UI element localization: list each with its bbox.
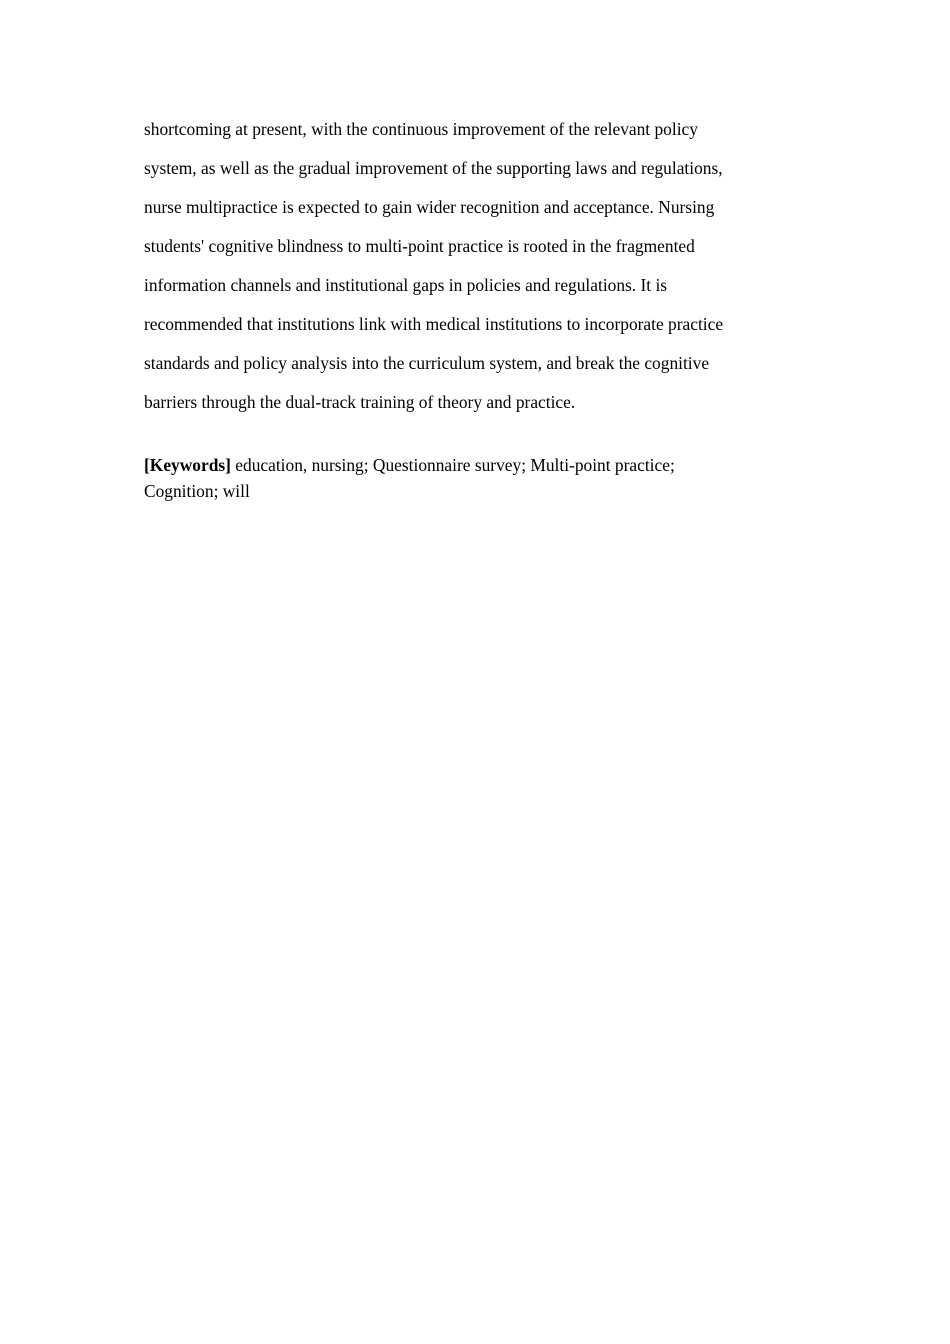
abstract-line: students' cognitive blindness to multi-point practice is rooted in the fragmented — [144, 236, 695, 256]
keywords-list: education, nursing; Questionnaire survey; Multi-point practice; — [230, 455, 675, 475]
abstract-line: recommended that institutions link with medical institutions to incorporate practice — [144, 314, 724, 334]
keywords-line-1 — [144, 452, 794, 478]
abstract-line: system, as well as the gradual improvement of the supporting laws and regulations, — [144, 158, 723, 178]
abstract-line: standards and policy analysis into the curriculum system, and break the cognitive — [144, 353, 710, 373]
abstract-line: information channels and institutional gaps in policies and regulations. It is — [144, 275, 668, 295]
keywords-label: [Keywords] — [144, 455, 231, 475]
abstract-line: nurse multipractice is expected to gain wider recognition and acceptance. Nursing — [144, 197, 715, 217]
abstract-line: barriers through the dual-track training of theory and practice. — [144, 392, 576, 412]
keywords-paragraph — [144, 452, 794, 504]
abstract-line: shortcoming at present, with the continuous improvement of the relevant policy — [144, 119, 698, 139]
keywords-line-2: Cognition; will — [144, 481, 250, 501]
abstract-paragraph — [144, 115, 794, 427]
